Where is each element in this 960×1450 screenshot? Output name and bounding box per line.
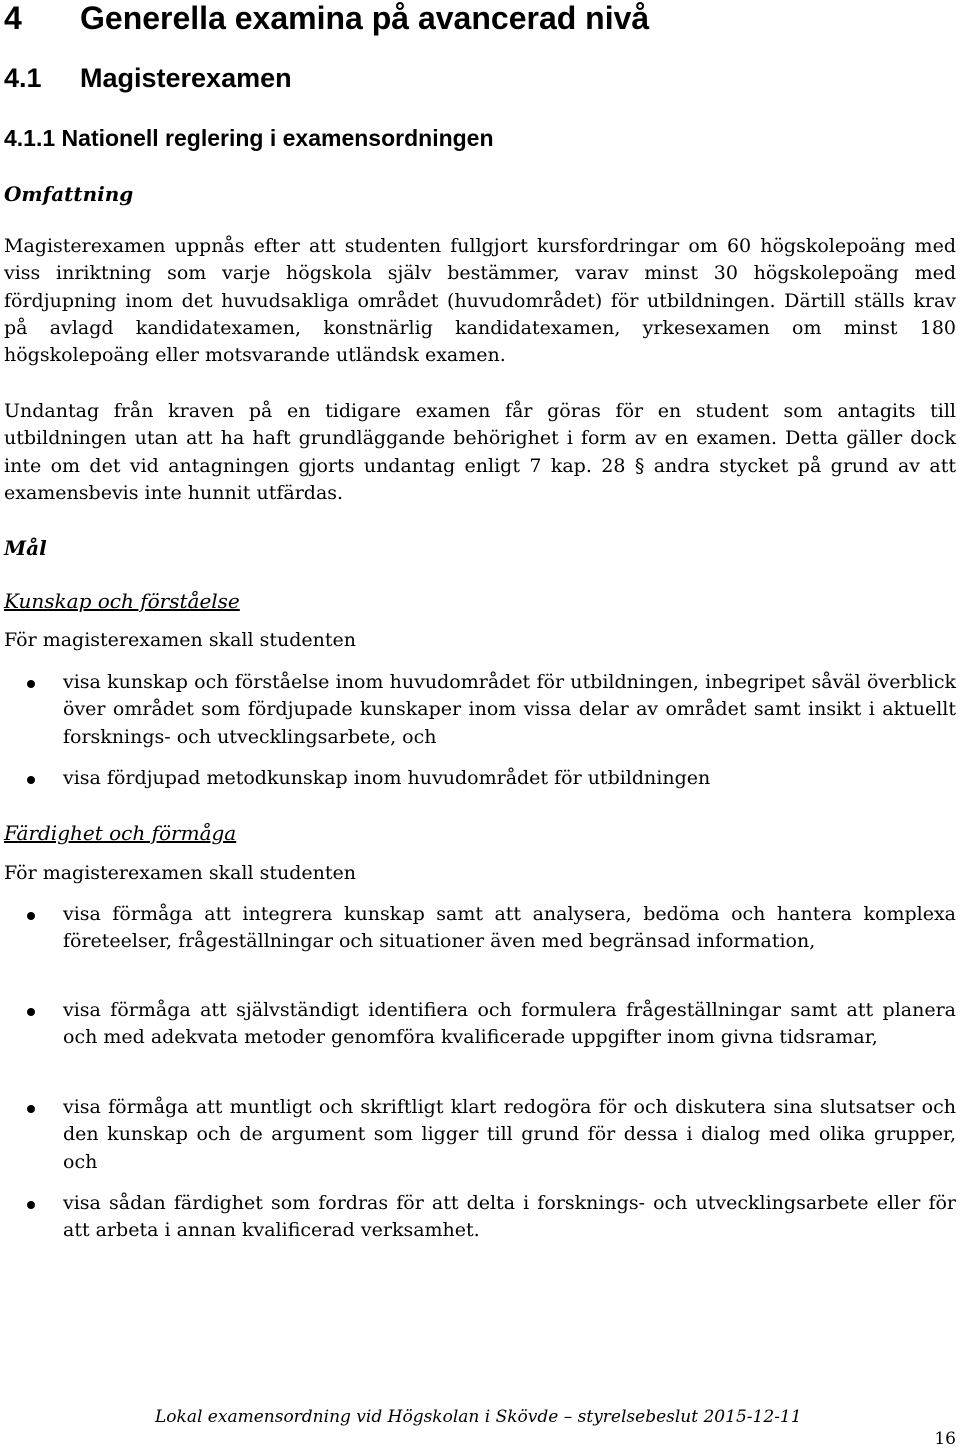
section-kunskap: Kunskap och förståelse — [4, 589, 240, 613]
bullet-icon — [27, 1201, 35, 1209]
heading-number: 4.1.1 — [4, 125, 56, 151]
heading-number: 4 — [4, 0, 22, 36]
list-item: visa fördjupad metodkunskap inom huvudområdet för utbildningen — [63, 765, 956, 792]
heading-text: Generella examina på avancerad nivå — [80, 0, 650, 36]
heading-text: Nationell reglering i examensordningen — [61, 125, 494, 151]
heading-level-2 — [4, 62, 292, 94]
list-item: visa förmåga att självständigt identifiera och formulera frågeställningar samt att planera och med adekvata metoder genomföra kvalificerade uppgifter inom givna tidsramar, — [63, 997, 956, 1052]
heading-text: Magisterexamen — [80, 63, 292, 93]
bullet-icon — [27, 776, 35, 784]
bullet-icon — [27, 1105, 35, 1113]
section-fardighet: Färdighet och förmåga — [4, 821, 237, 845]
intro-fardighet: För magisterexamen skall studenten — [4, 862, 356, 884]
heading-number: 4.1 — [4, 63, 42, 93]
heading-level-3 — [4, 124, 494, 152]
list-item: visa kunskap och förståelse inom huvudområdet för utbildningen, inbegripet såväl överblick över området som fördjupade kunskaper inom vissa delar av området samt insikt i aktuellt forsknings- och utvecklingsarbete, och — [63, 669, 956, 751]
intro-kunskap: För magisterexamen skall studenten — [4, 629, 356, 651]
bullet-icon — [27, 912, 35, 920]
page-number: 16 — [934, 1429, 956, 1449]
page-footer: Lokal examensordning vid Högskolan i Skövde – styrelsebeslut 2015-12-11 — [155, 1407, 802, 1427]
bullet-icon — [27, 1008, 35, 1016]
bullet-icon — [27, 680, 35, 688]
list-item: visa sådan färdighet som fordras för att delta i forsknings- och utvecklingsarbete eller för att arbeta i annan kvalificerad verksamhet. — [63, 1190, 956, 1245]
paragraph-omfattning: Magisterexamen uppnås efter att studenten fullgjort kursfordringar om 60 högskolepoäng med viss inriktning som varje högskola själv bestämmer, varav minst 30 högskolepoäng med fördjupning inom det huvudsakliga området (huvudområdet) för utbildningen. Därtill ställs krav på avlagd kandidatexamen, konstnärlig kandidatexamen, yrkesexamen om minst 180 högskolepoäng eller motsvarande utländsk examen. — [4, 235, 956, 367]
section-omfattning: Omfattning — [4, 182, 134, 206]
list-item: visa förmåga att integrera kunskap samt att analysera, bedöma och hantera komplexa företeelser, frågeställningar och situationer även med begränsad information, — [63, 901, 956, 956]
list-item: visa förmåga att muntligt och skriftligt klart redogöra för och diskutera sina slutsatser och den kunskap och de argument som ligger till grund för dessa i dialog med olika grupper, och — [63, 1094, 956, 1176]
heading-level-1 — [4, 0, 649, 36]
paragraph-undantag: Undantag från kraven på en tidigare examen får göras för en student som antagits till utbildningen utan att ha haft grundläggande behörighet i form av en examen. Detta gäller dock inte om det vid antagningen gjorts undantag enligt 7 kap. 28 § andra stycket på grund av att examensbevis inte hunnit utfärdas. — [4, 400, 956, 504]
section-mal: Mål — [4, 536, 47, 560]
